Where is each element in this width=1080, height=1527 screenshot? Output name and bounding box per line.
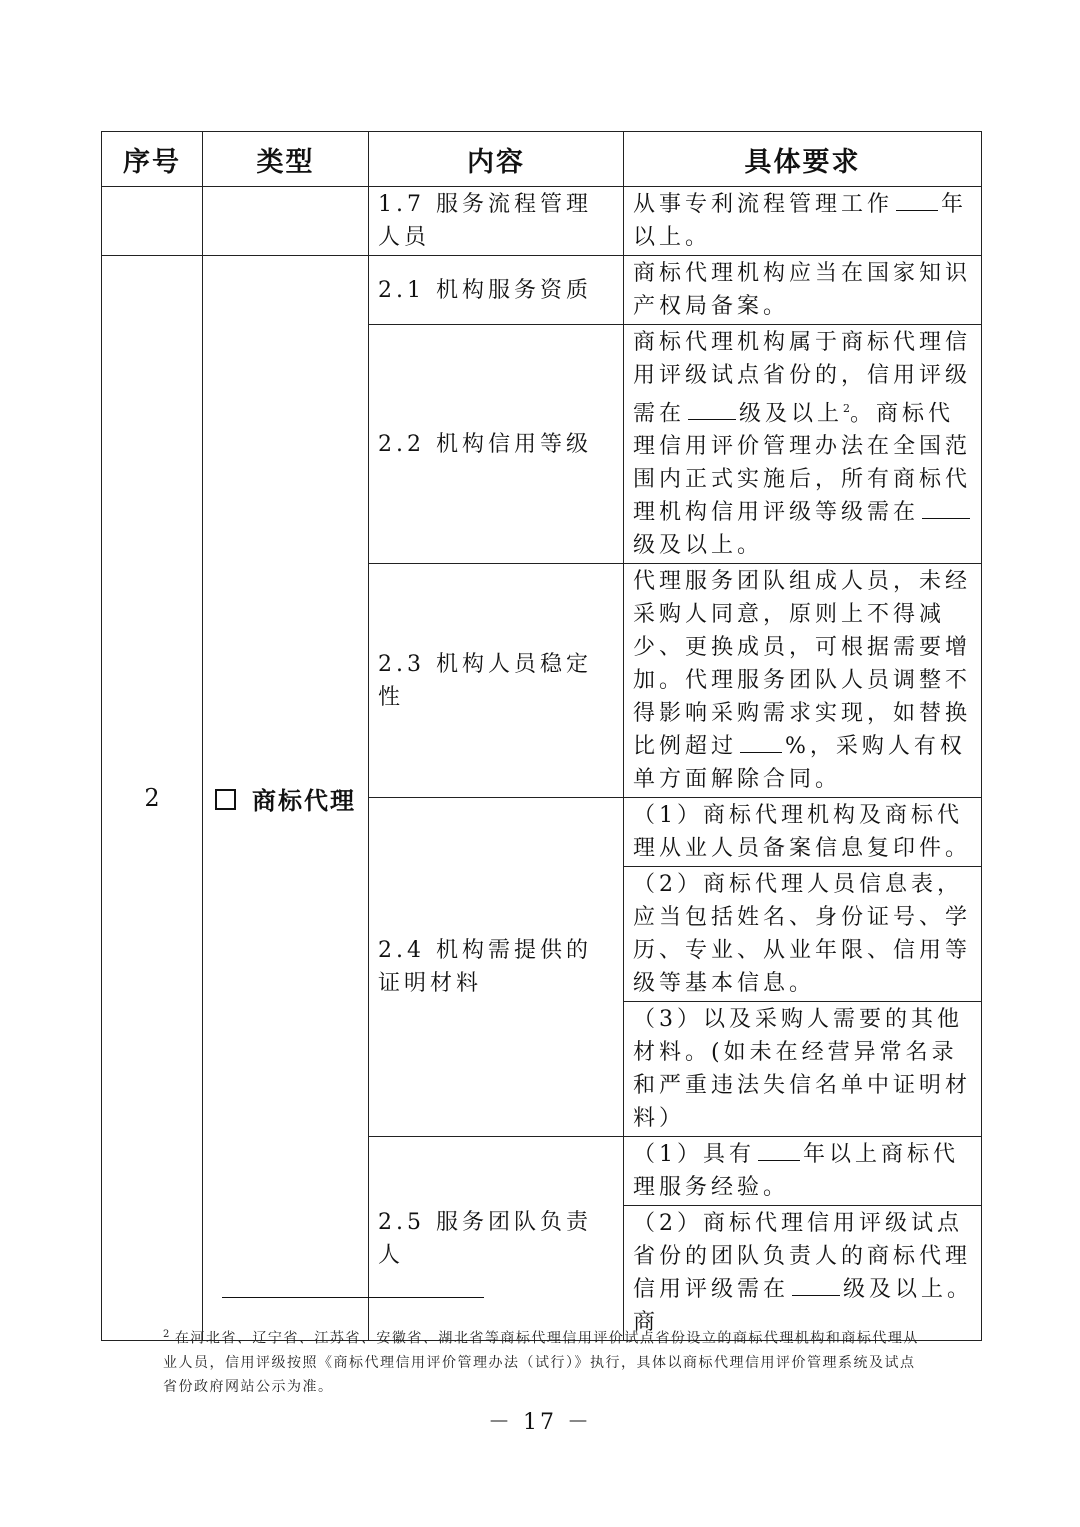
content-2-2: 2.2 机构信用等级 xyxy=(378,431,592,457)
content-cell xyxy=(369,798,624,1137)
fill-in-blank xyxy=(688,397,736,420)
requirement-cell xyxy=(624,798,982,867)
header-type: 类型 xyxy=(203,132,369,187)
requirement-2-4-2: （2）商标代理人员信息表，应当包括姓名、身份证号、学历、专业、从业年限、信用等级等基本信息。 xyxy=(633,872,972,997)
fill-in-blank xyxy=(896,188,938,211)
header-seq: 序号 xyxy=(102,132,203,187)
content-2-4: 2.4 机构需提供的证明材料 xyxy=(378,938,592,997)
empty-seq-cell xyxy=(102,187,203,256)
requirement-1-7 xyxy=(624,187,981,255)
content-2-1: 2.1 机构服务资质 xyxy=(378,277,592,303)
requirement-text: 年以上商标代理服务经验。 xyxy=(633,1142,960,1201)
page-number: － 17 － xyxy=(488,1410,592,1435)
content-cell xyxy=(369,564,624,798)
requirements-table xyxy=(101,131,982,1341)
content-2-5: 2.5 服务团队负责人 xyxy=(378,1209,592,1268)
requirement-2-2 xyxy=(624,325,981,563)
fill-in-blank xyxy=(922,496,970,519)
footnote-marker: 2 xyxy=(843,402,851,415)
requirement-text: 级及以上。商 xyxy=(633,1277,974,1336)
fill-in-blank xyxy=(740,730,782,753)
table-row xyxy=(102,256,982,325)
content-cell xyxy=(369,1137,624,1341)
table-header-row xyxy=(102,132,982,187)
footnote-divider xyxy=(222,1297,484,1298)
requirement-cell xyxy=(624,564,982,798)
fill-in-blank xyxy=(758,1138,800,1161)
type-label: 商标代理 xyxy=(252,786,356,815)
requirement-text: 。商标代理信用评价管理办法在全国范围内正式实施后，所有商标代理机构信用评级等级需在 xyxy=(633,401,972,526)
requirement-cell xyxy=(624,1137,982,1206)
requirement-2-1: 商标代理机构应当在国家知识产权局备案。 xyxy=(633,261,972,319)
requirement-text: 从事专利流程管理工作 xyxy=(633,192,894,217)
requirement-2-4-1: （1）商标代理机构及商标代理从业人员备案信息复印件。 xyxy=(633,803,972,862)
seq-cell: 2 xyxy=(102,256,203,1341)
requirement-2-5-2 xyxy=(624,1206,981,1340)
requirement-cell xyxy=(624,256,982,325)
footnote-text: 在河北省、辽宁省、江苏省、安徽省、湖北省等商标代理信用评价试点省份设立的商标代理机构和商标代理从业人员，信用评级按照《商标代理信用评价管理办法（试行）》执行，具体以商标代理信用评价管理系统及试点省份政府网站公示为准。 xyxy=(163,1330,919,1395)
requirement-2-4-3: （3）以及采购人需要的其他材料。(如未在经营异常名录和严重违法失信名单中证明材料） xyxy=(633,1007,972,1132)
content-1-7: 1.7 服务流程管理人员 xyxy=(378,192,592,250)
footnote xyxy=(163,1323,923,1399)
requirement-cell xyxy=(624,187,982,256)
requirement-text: 年以上。 xyxy=(633,192,968,250)
content-cell xyxy=(369,256,624,325)
requirement-text: （2）商标代理信用评级试点省份的团队负责人的商标代理信用评级需在 xyxy=(633,1211,972,1303)
empty-type-cell xyxy=(203,187,369,256)
requirement-cell xyxy=(624,325,982,564)
content-2-3: 2.3 机构人员稳定性 xyxy=(378,651,592,710)
table-row xyxy=(102,187,982,256)
requirement-2-5-1 xyxy=(624,1137,981,1205)
header-requirements: 具体要求 xyxy=(624,132,982,187)
requirement-cell xyxy=(624,1002,982,1137)
requirement-text: 商标代理机构属于商标代理信用评级试点省份的，信用评级需在 xyxy=(633,330,972,427)
requirement-2-3 xyxy=(624,564,981,797)
type-cell xyxy=(203,256,369,1341)
requirement-cell xyxy=(624,1206,982,1341)
fill-in-blank xyxy=(792,1273,840,1296)
footnote-number: 2 xyxy=(163,1329,171,1340)
content-cell xyxy=(369,187,624,256)
requirement-text: 级及以上。 xyxy=(633,533,764,559)
content-cell xyxy=(369,325,624,564)
requirement-text: （1）具有 xyxy=(633,1142,755,1168)
requirement-cell xyxy=(624,867,982,1002)
header-content: 内容 xyxy=(369,132,624,187)
checkbox-icon[interactable] xyxy=(215,789,236,810)
requirement-text: 级及以上 xyxy=(739,401,844,427)
requirement-text: %，采购人有权单方面解除合同。 xyxy=(633,734,966,793)
requirement-text: 代理服务团队组成人员，未经采购人同意，原则上不得减少、更换成员，可根据需要增加。代理服务团队人员调整不得影响采购需求实现，如替换比例超过 xyxy=(633,569,972,760)
